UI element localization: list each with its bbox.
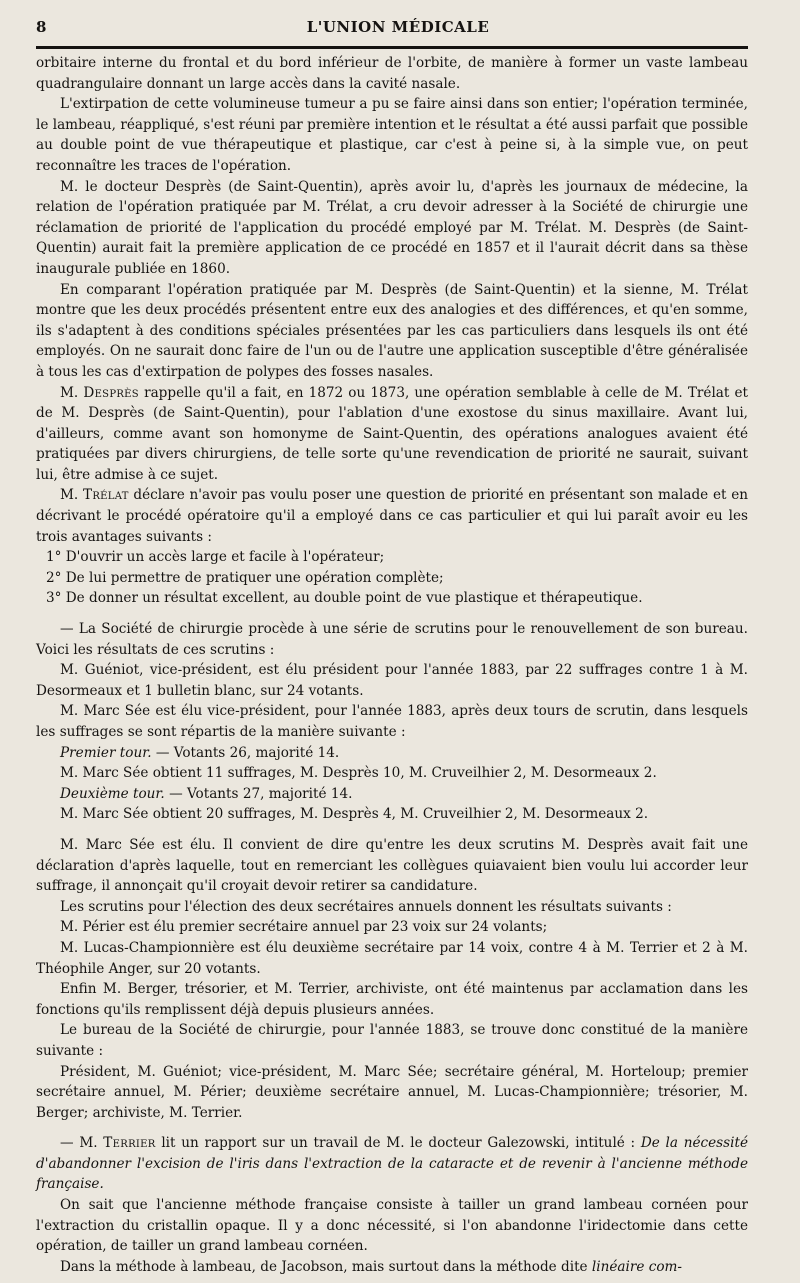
- paragraph-text: lit un rapport sur un travail de M. le docteur Galezowski, intitulé :: [155, 1135, 641, 1152]
- paragraph-text: rappelle qu'il a fait, en 1872 ou 1873, une opération semblable à celle de M. Trélat et de M. Desprès (de Saint-Quentin), pour l'ablation d'une exostose du sinus maxillaire. Avant lui, d'ailleurs, comme avant son homonyme de Saint-Quentin, des opérations analogues avaient été pratiquées par divers chirurgiens, de telle sorte qu'une revendication de priorité ne saurait, suivant lui, être admise à ce sujet.: [36, 384, 748, 483]
- paragraph-text: M. Marc Sée est élu. Il convient de dire qu'entre les deux scrutins M. Desprès avait fait une déclaration d'après laquelle, tout en remerciant les collègues quiavaient bien voulu lui accorder leur suffrage, il annonçait qu'il croyait devoir retirer sa candidature.: [36, 836, 748, 895]
- paragraph-text: On sait que l'ancienne méthode française consiste à tailler un grand lambeau cornéen pour l'extraction du cristallin opaque. Il y a donc nécessité, si l'on abandonne l'iridectomie dans cette opération, de tailler un grand lambeau cornéen.: [36, 1197, 748, 1255]
- speaker-name: Desprès: [83, 384, 139, 401]
- paragraph-text: 2° De lui permettre de pratiquer une opération complète;: [46, 569, 444, 586]
- paragraph: [36, 547, 748, 568]
- paragraph-text: 1° D'ouvrir un accès large et facile à l'opérateur;: [46, 549, 385, 566]
- italic-title: De la nécessité d'abandonner l'excision de l'iris dans l'extraction de la cataracte et de revenir à l'ancienne méthode française.: [36, 1135, 748, 1193]
- paragraph: [36, 701, 748, 742]
- running-header: [36, 18, 760, 42]
- journal-title: L'UNION MÉDICALE: [306, 18, 490, 36]
- paragraph-text: déclare n'avoir pas voulu poser une question de priorité en présentant son malade et en décrivant le procédé opératoire qu'il a employé dans ce cas particulier et qui lui paraît avoir eu les trois avantages suivants :: [36, 487, 748, 545]
- paragraph-text: — Votants 27, majorité 14.: [164, 785, 353, 802]
- italic-title: linéaire com-: [591, 1258, 682, 1275]
- header-rule: [36, 46, 748, 49]
- paragraph: [36, 979, 748, 1020]
- paragraph: [36, 784, 748, 805]
- page-number: 8: [36, 18, 47, 36]
- paragraph-text: M. Marc Sée obtient 20 suffrages, M. Desprès 4, M. Cruveilhier 2, M. Desormeaux 2.: [60, 806, 649, 823]
- paragraph: [36, 568, 748, 589]
- paragraph: [36, 804, 748, 825]
- paragraph: [36, 588, 748, 609]
- paragraph-text: M. Lucas-Championnière est élu deuxième secrétaire par 14 voix, contre 4 à M. Terrier et 2 à M. Théophile Anger, sur 20 votants.: [36, 939, 748, 977]
- paragraph: [36, 1133, 748, 1195]
- paragraph: [36, 1195, 748, 1257]
- paragraph: [36, 1062, 748, 1124]
- speaker-name: Terrier: [103, 1135, 156, 1152]
- paragraph: [36, 177, 748, 280]
- paragraph: [36, 1257, 748, 1278]
- speaker-prefix: — M.: [60, 1135, 104, 1152]
- article-body: [36, 53, 748, 1277]
- paragraph-text: Le bureau de la Société de chirurgie, pour l'année 1883, se trouve donc constitué de la manière suivante :: [36, 1022, 748, 1059]
- paragraph-text: Président, M. Guéniot; vice-président, M. Marc Sée; secrétaire général, M. Horteloup; premier secrétaire annuel, M. Périer; deuxième secrétaire annuel, M. Lucas-Championnière; trésorier, M. Berger; archiviste, M. Terrier.: [36, 1063, 748, 1121]
- paragraph-text: Enfin M. Berger, trésorier, et M. Terrier, archiviste, ont été maintenus par acclamation dans les fonctions qu'ils remplissent déjà depuis plusieurs années.: [36, 981, 748, 1018]
- ballot-round-label: Premier tour.: [60, 744, 152, 761]
- paragraph-text: L'extirpation de cette volumineuse tumeur a pu se faire ainsi dans son entier; l'opération terminée, le lambeau, réappliqué, s'est réuni par première intention et le résultat a été aussi parfait que possible au double point de vue thérapeutique et plastique, car c'est à peine si, à la simple vue, on peut reconnaître les traces de l'opération.: [36, 96, 748, 174]
- paragraph: [36, 938, 748, 979]
- paragraph: [36, 383, 748, 486]
- paragraph-text: Dans la méthode à lambeau, de Jacobson, mais surtout dans la méthode dite: [60, 1258, 592, 1275]
- speaker-prefix: M.: [60, 384, 84, 401]
- paragraph-text: M. Marc Sée est élu vice-président, pour l'année 1883, après deux tours de scrutin, dans lesquels les suffrages se sont répartis de la manière suivante :: [36, 703, 748, 740]
- paragraph-text: M. Périer est élu premier secrétaire annuel par 23 voix sur 24 volants;: [60, 919, 548, 936]
- paragraph: [36, 53, 748, 94]
- paragraph-text: — La Société de chirurgie procède à une série de scrutins pour le renouvellement de son bureau. Voici les résultats de ces scrutins :: [36, 621, 748, 658]
- paragraph: [36, 763, 748, 784]
- paragraph: [36, 280, 748, 383]
- paragraph: [36, 835, 748, 897]
- speaker-prefix: M.: [60, 487, 83, 504]
- paragraph: [36, 743, 748, 764]
- paragraph: [36, 619, 748, 660]
- paragraph-text: Les scrutins pour l'élection des deux secrétaires annuels donnent les résultats suivants :: [60, 898, 672, 915]
- paragraph: [36, 917, 748, 938]
- paragraph: [36, 897, 748, 918]
- paragraph-text: M. Guéniot, vice-président, est élu président pour l'année 1883, par 22 suffrages contre 1 à M. Desormeaux et 1 bulletin blanc, sur 24 votants.: [36, 662, 748, 699]
- paragraph-text: 3° De donner un résultat excellent, au double point de vue plastique et thérapeutique.: [46, 590, 643, 607]
- paragraph: [36, 1020, 748, 1061]
- paragraph-text: M. le docteur Desprès (de Saint-Quentin), après avoir lu, d'après les journaux de médecine, la relation de l'opération pratiquée par M. Trélat, a cru devoir adresser à la Société de chirurgie une réclamation de priorité de l'application du procédé employé par M. Trélat. M. Desprès (de Saint-Quentin) aurait fait la première application de ce procédé en 1857 et il l'aurait décrit dans sa thèse inaugurale publiée en 1860.: [36, 178, 748, 277]
- paragraph: [36, 660, 748, 701]
- paragraph: [36, 94, 748, 176]
- paragraph-text: En comparant l'opération pratiquée par M. Desprès (de Saint-Quentin) et la sienne, M. Trélat montre que les deux procédés présentent entre eux des analogies et des différences, et qu'en somme, ils s'adaptent à des conditions spéciales présentées par les cas particuliers dans lesquels ils ont été employés. On ne saurait donc faire de l'un ou de l'autre une application susceptible d'être généralisée à tous les cas d'extirpation de polypes des fosses nasales.: [36, 281, 748, 380]
- paragraph-text: — Votants 26, majorité 14.: [151, 744, 340, 761]
- paragraph-text: orbitaire interne du frontal et du bord inférieur de l'orbite, de manière à former un vaste lambeau quadrangulaire donnant un large accès dans la cavité nasale.: [36, 55, 748, 92]
- paragraph-text: M. Marc Sée obtient 11 suffrages, M. Desprès 10, M. Cruveilhier 2, M. Desormeaux 2.: [60, 765, 657, 782]
- speaker-name: Trélat: [82, 487, 129, 504]
- paragraph: [36, 485, 748, 547]
- ballot-round-label: Deuxième tour.: [60, 785, 165, 802]
